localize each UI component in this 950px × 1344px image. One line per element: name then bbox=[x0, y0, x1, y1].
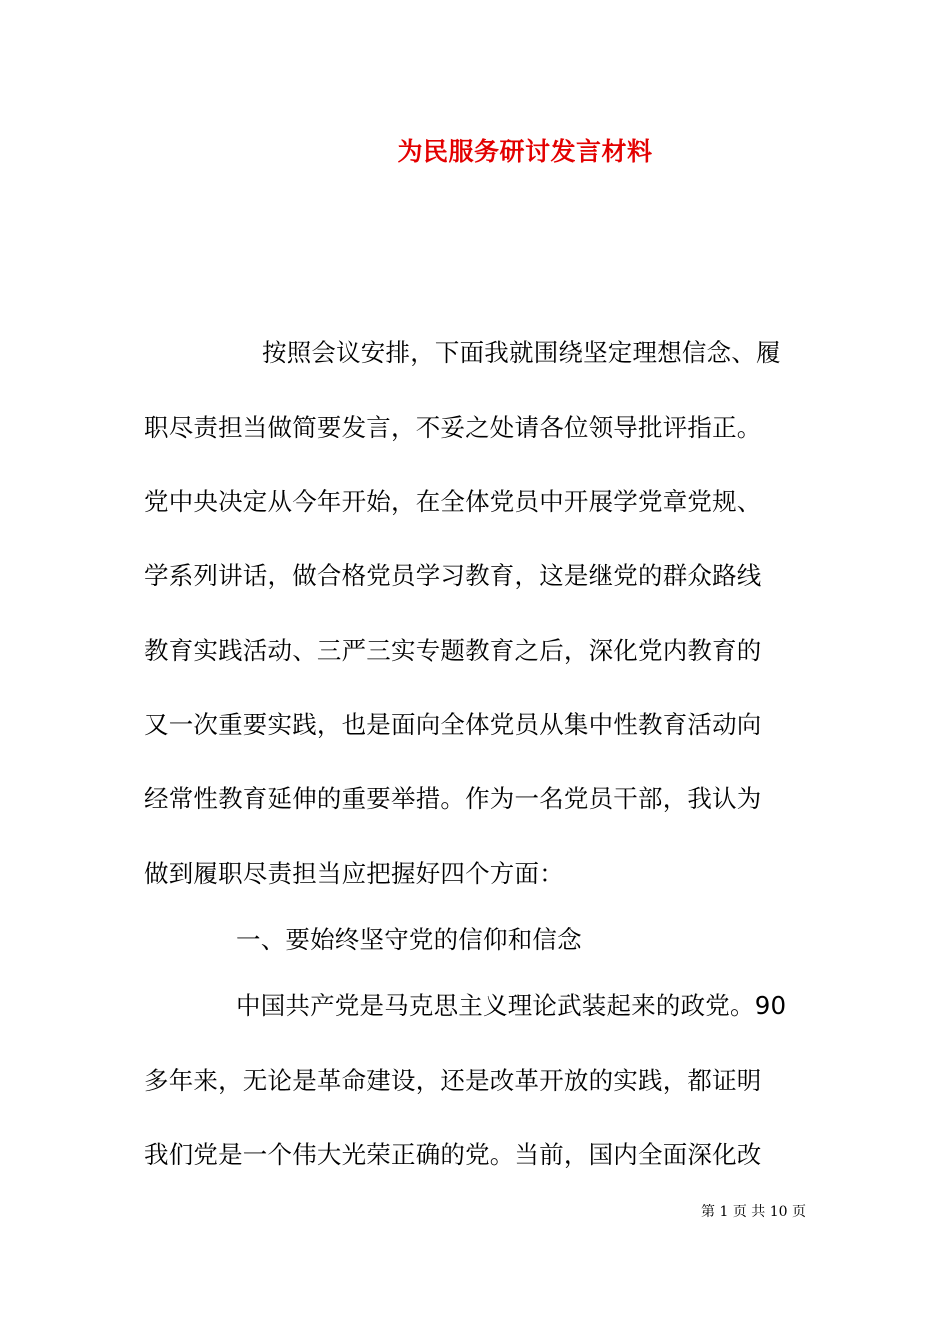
document-title: 为民服务研讨发言材料 bbox=[397, 137, 653, 166]
paragraph-line: 又一次重要实践，也是面向全体党员从集中性教育活动向 bbox=[144, 710, 762, 739]
page-number-footer: 第 1 页 共 10 页 bbox=[701, 1204, 806, 1220]
paragraph-line: 经常性教育延伸的重要举措。作为一名党员干部，我认为 bbox=[144, 784, 762, 813]
paragraph-line: 做到履职尽责担当应把握好四个方面： bbox=[144, 859, 564, 888]
paragraph-line: 按照会议安排，下面我就围绕坚定理想信念、履 bbox=[262, 338, 781, 367]
section-heading: 一、要始终坚守党的信仰和信念 bbox=[236, 925, 582, 954]
paragraph-line: 学系列讲话，做合格党员学习教育，这是继党的群众路线 bbox=[144, 561, 762, 590]
paragraph-line: 多年来，无论是革命建设，还是改革开放的实践，都证明 bbox=[144, 1066, 762, 1095]
paragraph-line: 教育实践活动、三严三实专题教育之后，深化党内教育的 bbox=[144, 636, 762, 665]
paragraph-line: 职尽责担当做简要发言，不妥之处请各位领导批评指正。 bbox=[144, 413, 762, 442]
paragraph-line: 我们党是一个伟大光荣正确的党。当前，国内全面深化改 bbox=[144, 1140, 762, 1169]
paragraph-line: 党中央决定从今年开始，在全体党员中开展学党章党规、 bbox=[144, 487, 762, 516]
paragraph-line: 中国共产党是马克思主义理论武装起来的政党。90 bbox=[236, 991, 787, 1020]
